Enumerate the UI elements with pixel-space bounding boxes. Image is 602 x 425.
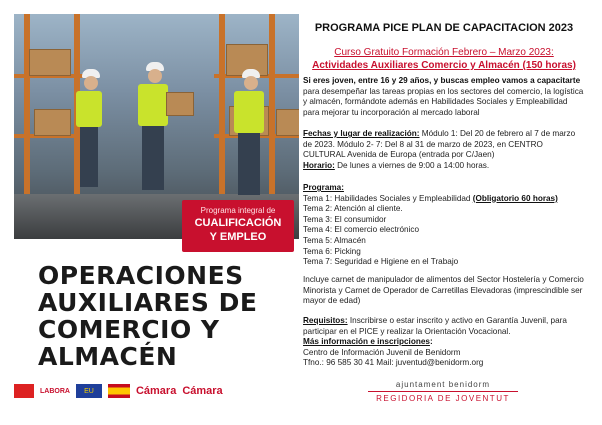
program-item: Tema 6: Picking xyxy=(303,246,361,256)
banner-big-1: CUALIFICACIÓN xyxy=(194,217,282,229)
gva-logo xyxy=(14,384,34,398)
course-heading: Curso Gratuito Formación Febrero – Marzo 2023: Actividades Auxiliares Comercio y Almacén (150 horas) xyxy=(312,47,576,71)
dates-paragraph: Fechas y lugar de realización: Módulo 1: Del 20 de febrero al 7 de marzo de 2023. Módulo 2- 7: Del 8 al 31 de marzo de 2023, en CENTRO CULTURAL Avenida de Europa (entrada por C/Jaen) Horario: De lunes a viernes de 9:00 a 14:00 horas. xyxy=(303,129,576,170)
benidorm-logo: ajuntament benidorm REGIDORIA DE JOVENTUT xyxy=(368,380,518,403)
requirements-paragraph: Requisitos: Inscribirse o estar inscrito y activo en Garantía Juvenil, para participar en el PICE y realizar la Orientación Vocacional. Más información e inscripciones: Centro de Información Juvenil de Benidorm Tfno.: 96 585 30 41 Mail: juventud@benidorm.org xyxy=(303,316,567,368)
program-banner xyxy=(182,200,294,252)
program-item: Tema 5: Almacén xyxy=(303,235,366,245)
program-item: Tema 3: El consumidor xyxy=(303,214,387,224)
eu-logo: EU xyxy=(76,384,102,398)
sponsor-logos xyxy=(14,378,299,404)
program-item: Tema 7: Seguridad e Higiene en el Trabajo xyxy=(303,257,459,267)
banner-small: Programa integral de xyxy=(200,206,276,215)
program-list: Programa: Tema 1: Habilidades Sociales y Empleabilidad (Obligatorio 60 horas) Tema 2: Atención al cliente. Tema 3: El consumidor Tema 4: El comercio electrónico Tema 5: Almacén Tema 6: Picking Tema 7: Seguridad e Higiene en el Trabajo xyxy=(303,183,585,268)
banner-big-2: Y EMPLEO xyxy=(209,231,267,243)
intro-paragraph: Si eres joven, entre 16 y 29 años, y buscas empleo vamos a capacitarte para desempeñar las tareas propias en los sectores del comercio, la logística y almacén, formándote además en Habilidades Sociales y Empleabilidad para mejorar tu incorporación al mercado laboral xyxy=(303,76,584,117)
program-item: Tema 4: El comercio electrónico xyxy=(303,225,420,235)
program-item: Tema 2: Atención al cliente. xyxy=(303,204,403,214)
labora-logo: LABORA xyxy=(40,387,70,395)
poster-header: PROGRAMA PICE PLAN DE CAPACITACION 2023 xyxy=(314,22,574,34)
camara-alicante-logo: Cámara xyxy=(182,385,223,397)
program-item: Tema 1: Habilidades Sociales y Empleabilidad (Obligatorio 60 horas) xyxy=(303,193,558,203)
course-big-title: OPERACIONES AUXILIARES DE COMERCIO Y ALMACÉN xyxy=(38,261,258,371)
right-panel xyxy=(300,14,588,411)
spain-flag-logo xyxy=(108,384,130,398)
camara-logo: Cámara xyxy=(135,385,177,397)
includes-paragraph: Incluye carnet de manipulador de alimentos del Sector Hostelería y Comercio Minorista y Carnet de Operador de Carretillas Elevadoras (imprescindible ser mayor de edad) xyxy=(303,275,584,306)
